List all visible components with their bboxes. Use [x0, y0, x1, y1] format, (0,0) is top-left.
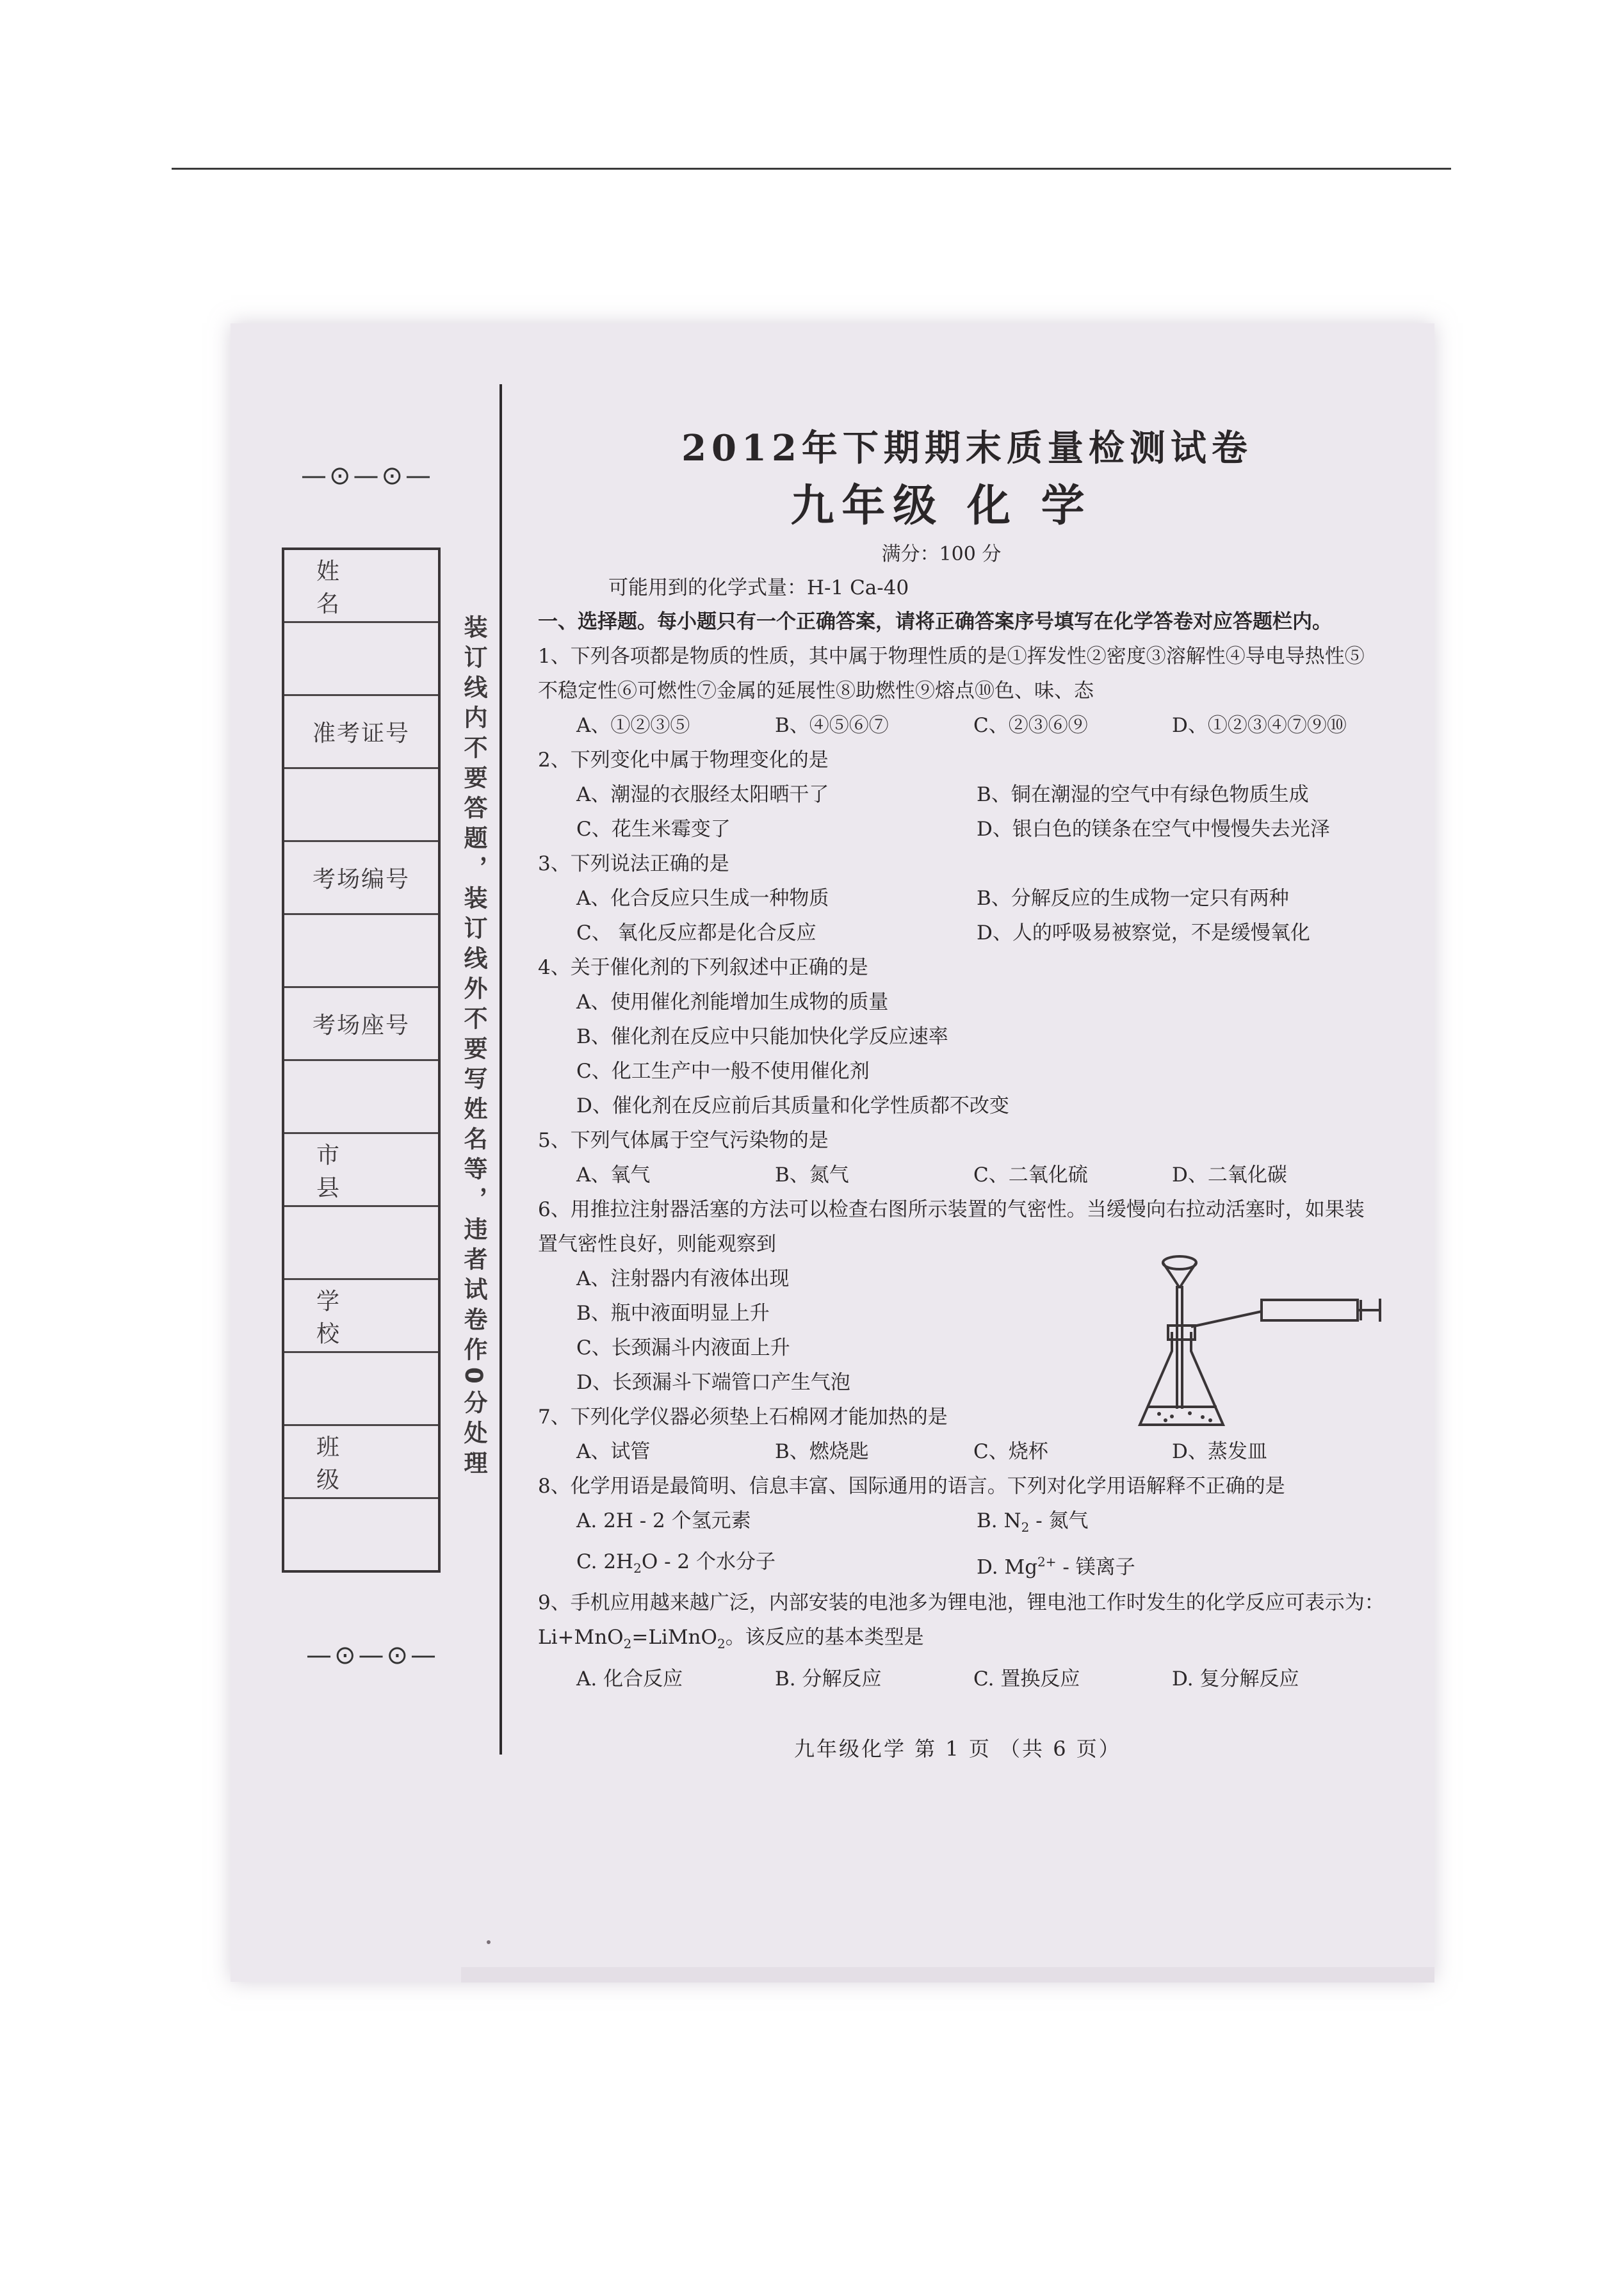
option: B. 分解反应: [775, 1667, 882, 1691]
formula-masses: 可能用到的化学式量：H-1 Ca-40: [608, 576, 909, 599]
question-9-line-2: [538, 1620, 1422, 1661]
option: D、催化剂在反应前后其质量和化学性质都不改变: [576, 1094, 1009, 1117]
scan-edge: [461, 1967, 1434, 1983]
full-score: 满分：100 分: [881, 543, 1002, 565]
field-room-value[interactable]: [284, 915, 438, 988]
option-chem: [977, 1504, 1377, 1545]
option: C、长颈漏斗内液面上升: [576, 1336, 790, 1359]
option-text: O - 2 个水分子: [641, 1550, 776, 1574]
question-2-options-row-2: [538, 812, 1422, 847]
question-2-options-row-1: [538, 777, 1422, 812]
equation-text: 。该反应的基本类型是: [725, 1626, 924, 1650]
exam-subject: 九年级 化 学: [790, 480, 1092, 531]
question-8: 8、化学用语是最简明、信息丰富、国际通用的语言。下列对化学用语解释不正确的是: [538, 1475, 1285, 1498]
equation-text: =LiMnO: [631, 1626, 717, 1650]
option: A、使用催化剂能增加生成物的质量: [576, 991, 889, 1014]
option: D、蒸发皿: [1172, 1440, 1267, 1463]
option: A、①②③⑤: [576, 714, 690, 737]
option: D、人的呼吸易被察觉，不是缓慢氧化: [977, 921, 1310, 945]
scan-speck: [487, 1940, 491, 1944]
option-chem: [576, 1545, 977, 1585]
option: A. 2H - 2 个氢元素: [576, 1509, 751, 1532]
option-text: C. 2H: [576, 1550, 634, 1574]
field-school-value[interactable]: [284, 1353, 438, 1426]
header-rule: [172, 168, 1451, 170]
option: B、④⑤⑥⑦: [775, 714, 889, 737]
question-3-options-row-1: [538, 881, 1422, 916]
option: A、氧气: [576, 1164, 651, 1187]
option: A、试管: [576, 1440, 651, 1463]
option: D、长颈漏斗下端管口产生气泡: [576, 1371, 850, 1394]
decorative-mark-bottom: —⊙—⊙—: [306, 1641, 439, 1670]
decorative-mark-top: —⊙—⊙—: [301, 461, 434, 491]
field-class-value[interactable]: [284, 1499, 438, 1570]
option-text: D. Mg: [977, 1555, 1038, 1579]
question-8-options-row-1: [538, 1504, 1422, 1545]
question-5-options: [538, 1158, 1422, 1192]
field-school-label: 学 校: [284, 1280, 438, 1353]
question-4: 4、关于催化剂的下列叙述中正确的是: [538, 956, 868, 979]
field-name-value[interactable]: [284, 623, 438, 696]
option: B、分解反应的生成物一定只有两种: [977, 887, 1289, 910]
option: C、二氧化硫: [973, 1164, 1088, 1187]
option: C、烧杯: [973, 1440, 1048, 1463]
option: D、银白色的镁条在空气中慢慢失去光泽: [977, 818, 1330, 841]
superscript: 2+: [1037, 1554, 1057, 1570]
option: A、潮湿的衣服经太阳晒干了: [576, 783, 829, 806]
question-3: 3、下列说法正确的是: [538, 852, 729, 875]
question-9-line-1: 9、手机应用越来越广泛，内部安装的电池多为锂电池，锂电池工作时发生的化学反应可表示为：: [538, 1591, 1384, 1615]
option: D. 复分解反应: [1172, 1667, 1299, 1691]
field-class-label: 班 级: [284, 1426, 438, 1499]
field-admission-value[interactable]: [284, 769, 438, 842]
funnel-mouth: [1163, 1256, 1196, 1269]
question-3-options-row-2: [538, 916, 1422, 950]
option: B、氮气: [775, 1164, 849, 1187]
option: C. 置换反应: [973, 1667, 1080, 1691]
subscript: 2: [633, 1561, 642, 1577]
option-text: - 镁离子: [1056, 1555, 1135, 1579]
page-footer: 九年级化学 第 1 页 （共 6 页）: [794, 1737, 1121, 1761]
question-1-line-1: 1、下列各项都是物质的性质，其中属于物理性质的是①挥发性②密度③溶解性④导电导热性⑤: [538, 645, 1365, 668]
option: B、催化剂在反应中只能加快化学反应速率: [576, 1025, 948, 1048]
exam-body: [538, 423, 1422, 1696]
syringe-barrel: [1262, 1300, 1358, 1320]
question-9-options: [538, 1662, 1422, 1696]
field-city-label: 市 县: [284, 1134, 438, 1207]
option: B、铜在潮湿的空气中有绿色物质生成: [977, 783, 1309, 806]
field-room-label: 考场编号: [284, 842, 438, 915]
binding-line: [499, 384, 502, 1755]
student-info-table: [282, 547, 441, 1573]
flask-syringe-apparatus: [1127, 1249, 1390, 1441]
option: C、②③⑥⑨: [973, 714, 1088, 737]
question-1-line-2: 不稳定性⑥可燃性⑦金属的延展性⑧助燃性⑨熔点⑩色、味、态: [538, 679, 1094, 702]
question-2: 2、下列变化中属于物理变化的是: [538, 749, 829, 772]
subscript: 2: [717, 1636, 726, 1652]
field-seat-value[interactable]: [284, 1061, 438, 1134]
question-1-options: [538, 708, 1422, 743]
option: D、二氧化碳: [1172, 1164, 1287, 1187]
option: D、①②③④⑦⑨⑩: [1172, 714, 1347, 737]
option: A. 化合反应: [576, 1667, 683, 1691]
option: A、注射器内有液体出现: [576, 1267, 790, 1290]
question-7: 7、下列化学仪器必须垫上石棉网才能加热的是: [538, 1406, 948, 1429]
exam-title: 2012年下期期末质量检测试卷: [681, 427, 1253, 469]
subscript: 2: [1021, 1520, 1030, 1536]
option-chem: [977, 1545, 1377, 1585]
section-1-heading: 一、选择题。每小题只有一个正确答案，请将正确答案序号填写在化学答卷对应答题栏内。: [538, 610, 1332, 633]
connecting-tube: [1191, 1311, 1262, 1327]
option-text: - 氮气: [1029, 1509, 1089, 1532]
field-name-label: 姓 名: [284, 550, 438, 623]
option: C、花生米霉变了: [576, 818, 731, 841]
field-seat-label: 考场座号: [284, 988, 438, 1061]
option-text: B. N: [977, 1509, 1021, 1532]
subscript: 2: [623, 1636, 632, 1652]
field-city-value[interactable]: [284, 1207, 438, 1280]
question-6-line-2: 置气密性良好，则能观察到: [538, 1233, 776, 1256]
option: A、化合反应只生成一种物质: [576, 887, 829, 910]
option: C、化工生产中一般不使用催化剂: [576, 1060, 870, 1083]
option: C、 氧化反应都是化合反应: [576, 921, 816, 945]
question-5: 5、下列气体属于空气污染物的是: [538, 1129, 829, 1152]
question-8-options-row-2: [538, 1545, 1422, 1585]
liquid-surface: [1148, 1406, 1217, 1408]
field-admission-label: 准考证号: [284, 696, 438, 769]
equation-text: Li+MnO: [538, 1626, 624, 1650]
option: B、瓶中液面明显上升: [576, 1302, 770, 1325]
question-6-line-1: 6、用推拉注射器活塞的方法可以检查右图所示装置的气密性。当缓慢向右拉动活塞时，如果装: [538, 1198, 1365, 1221]
binding-warning: 装订线内不要答题，装订线外不要写姓名等，违者试卷作0分处理: [460, 615, 487, 1480]
option: B、燃烧匙: [775, 1440, 869, 1463]
